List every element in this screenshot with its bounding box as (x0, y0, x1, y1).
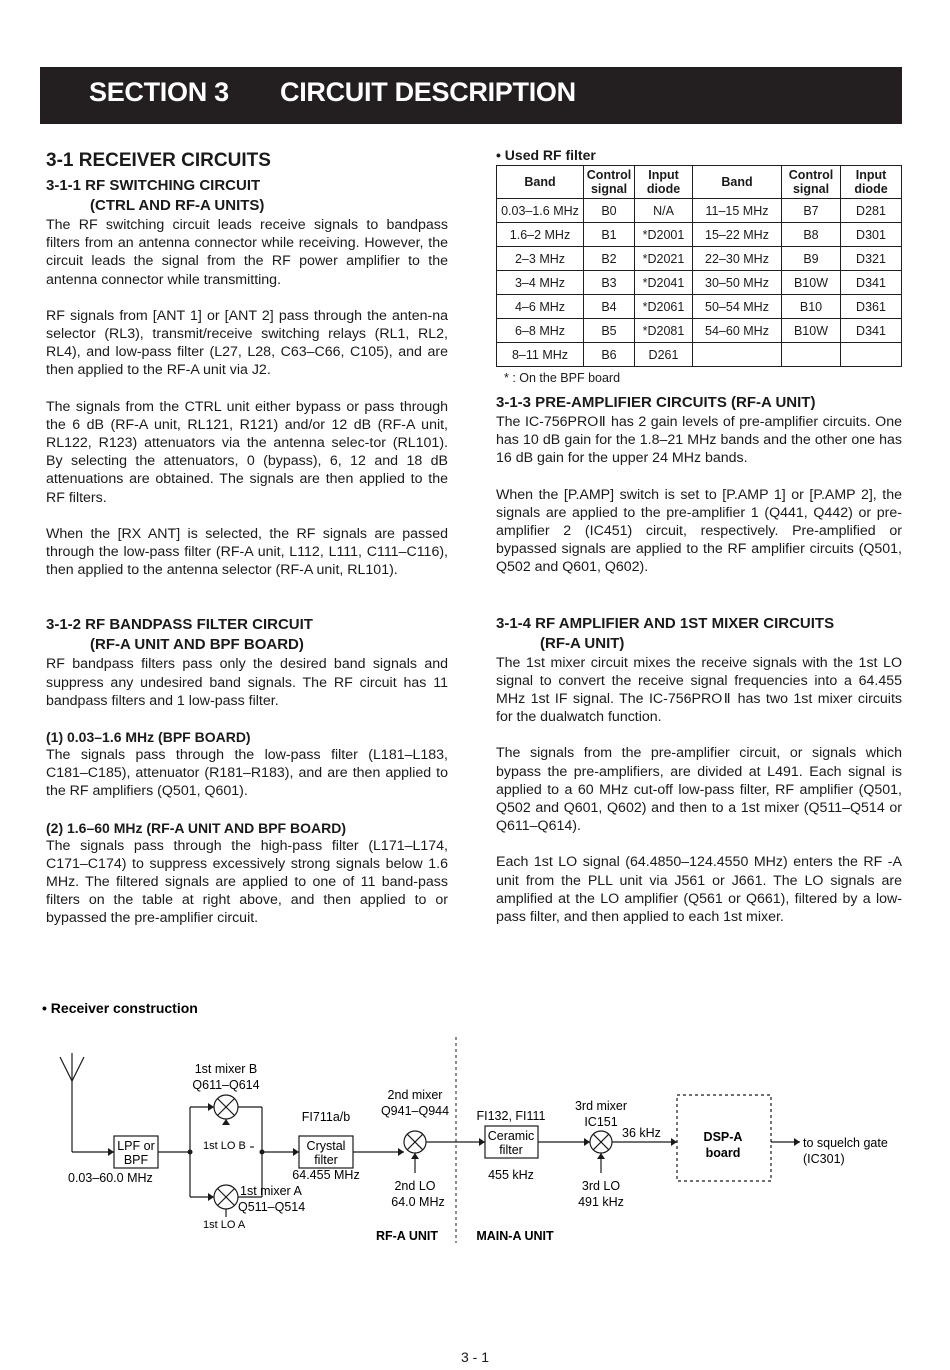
heading-rf-switching (46, 176, 448, 216)
table-cell: N/A (635, 199, 693, 223)
lpf-label-line1: LPF or (117, 1139, 155, 1153)
heading-receiver-circuits: 3-1 RECEIVER CIRCUITS (46, 150, 271, 171)
paragraph-attenuators: The signals from the CTRL unit either bypass or pass through the 6 dB (RF-A unit, RL121, R121) and/or 12 dB (RF-A unit, RL122, R123) attenuators via the antenna selec-tor (RL101). By selecting the attenuators, 0 (bypass), 6, 12 and 18 dB attenuations are obtained. The signals are then applied to the RF filters. (46, 398, 448, 506)
table-cell (841, 343, 902, 367)
section-number: SECTION 3 (89, 77, 229, 107)
arrow-icon (597, 1153, 605, 1159)
mixer-2-icon (404, 1131, 426, 1153)
junction-dot (188, 1150, 193, 1155)
table-header-row (497, 166, 902, 199)
table-cell: B6 (584, 343, 635, 367)
arrow-icon (671, 1138, 677, 1146)
heading-rf-amp-mixer (496, 614, 902, 654)
table-cell: B7 (782, 199, 841, 223)
heading-rf-amp-mixer-line2: (RF-A UNIT) (540, 634, 625, 652)
crystal-filter-label-line2: filter (314, 1153, 338, 1167)
mixer-3-name: 3rd mixer (574, 1099, 628, 1113)
heading-rf-bandpass (46, 615, 448, 655)
paragraph-rf-switching-intro: The RF switching circuit leads receive signals to bandpass filters from an antenna connector while receiving. However, the circuit leads the signal from the RF power amplifier to the antenna connector while transmitting. (46, 217, 448, 288)
table-cell: B5 (584, 319, 635, 343)
crystal-filter-parts: FI711a/b (301, 1110, 351, 1124)
table-cell: D341 (841, 319, 902, 343)
ceramic-filter-label-line2: filter (499, 1143, 523, 1157)
table-cell: D261 (635, 343, 693, 367)
output-label-line1: to squelch gate (803, 1136, 888, 1150)
arrow-icon (208, 1103, 214, 1111)
lo-3-name: 3rd LO (581, 1179, 621, 1193)
arrow-icon (293, 1148, 299, 1156)
lo-a-label: 1st LO A (203, 1219, 246, 1231)
table-cell: 3–4 MHz (497, 271, 584, 295)
mixer-a-icon (214, 1185, 238, 1209)
output-label-line2: (IC301) (803, 1152, 845, 1166)
mixer-a-name: 1st mixer A (240, 1184, 302, 1198)
main-a-unit-label: MAIN-A UNIT (476, 1229, 554, 1243)
table-row (497, 223, 902, 247)
lo-3-frequency: 491 kHz (578, 1195, 624, 1209)
table-cell: 15–22 MHz (693, 223, 782, 247)
heading-rf-switching-line1: 3-1-1 RF SWITCHING CIRCUIT (46, 177, 261, 194)
arrow-icon (411, 1153, 419, 1159)
arrow-icon (398, 1148, 404, 1156)
paragraph-antenna-selector: RF signals from [ANT 1] or [ANT 2] pass through the anten-na selector (RL3), transmit/receive switching relays (RL1, RL2, RL4), and low-pass filter (L27, L28, C63–C66, C105), and are then applied to the RF-A unit via J2. (46, 307, 448, 379)
table-cell (782, 343, 841, 367)
table-row (497, 295, 902, 319)
table-cell: *D2001 (635, 223, 693, 247)
table-cell: B10W (782, 319, 841, 343)
table-cell: D321 (841, 247, 902, 271)
crystal-filter-frequency: 64.455 MHz (292, 1168, 360, 1182)
lo-2-name: 2nd LO (394, 1179, 436, 1193)
table-cell: D361 (841, 295, 902, 319)
heading-pre-amplifier: 3-1-3 PRE-AMPLIFIER CIRCUITS (RF-A UNIT) (496, 394, 816, 411)
antenna-icon (60, 1053, 84, 1152)
crystal-filter-label-line1: Crystal (306, 1139, 346, 1153)
paragraph-bpf-high-band: The signals pass through the high-pass filter (L171–L174, C171–C174) to suppress excessively strong signals below 1.6 MHz. The filtered signals are applied to one of 11 band-pass filters on the table at right above, and then applied to or bypassed the pre-amplifier circuit. (46, 837, 448, 927)
mixer-b-parts: Q611–Q614 (192, 1078, 260, 1092)
table-cell: B10W (782, 271, 841, 295)
table-cell: 2–3 MHz (497, 247, 584, 271)
table-header-cell: Band (693, 166, 782, 199)
dsp-a-label-line1: DSP-A (703, 1130, 743, 1144)
table-row (497, 199, 902, 223)
table-cell: B0 (584, 199, 635, 223)
paragraph-preamp-switch: When the [P.AMP] switch is set to [P.AMP 1] or [P.AMP 2], the signals are applied to the pre-amplifier 1 (Q441, Q442) or pre-amplifier 2 (IC451) circuit, respectively. Pre-amplified or bypassed signals are applied to the RF amplifier circuits (Q501, Q502 and Q601, Q602). (496, 486, 902, 576)
table-footnote: * : On the BPF board (504, 371, 621, 385)
table-header-cell: Control signal (782, 166, 841, 199)
table-cell: 6–8 MHz (497, 319, 584, 343)
lo-2-frequency: 64.0 MHz (391, 1195, 445, 1209)
arrow-icon (479, 1138, 485, 1146)
mixer-b-icon (214, 1095, 238, 1119)
table-title: • Used RF filter (496, 147, 596, 163)
heading-rf-amp-mixer-line1: 3-1-4 RF AMPLIFIER AND 1ST MIXER CIRCUITS (496, 614, 835, 632)
mixer-3-icon (590, 1131, 612, 1153)
table-cell: *D2081 (635, 319, 693, 343)
heading-rf-bandpass-line1: 3-1-2 RF BANDPASS FILTER CIRCUIT (46, 616, 313, 634)
paragraph-preamp-divider: The signals from the pre-amplifier circuit, or signals which bypass the pre-amplifiers, are divided at L491. Each signal is applied to a 60 MHz cut-off low-pass filter, RF amplifier (Q501, Q502 and Q601, Q602) and then to a 1st mixer (Q511–Q514 or Q611–Q614). (496, 745, 902, 835)
table-cell: B3 (584, 271, 635, 295)
table-cell: *D2041 (635, 271, 693, 295)
table-cell: 1.6–2 MHz (497, 223, 584, 247)
right-column (496, 147, 902, 926)
table-cell: B2 (584, 247, 635, 271)
heading-bpf-low-band: (1) 0.03–1.6 MHz (BPF BOARD) (46, 729, 251, 746)
lpf-label-line2: BPF (123, 1153, 149, 1167)
table-cell: *D2021 (635, 247, 693, 271)
paragraph-bpf-low-band: The signals pass through the low-pass filter (L181–L183, C181–C185), attenuator (R181–R183), and are then applied to the RF amplifiers (Q501, Q601). (46, 747, 448, 800)
table-cell: B8 (782, 223, 841, 247)
table-header-cell: Control signal (584, 166, 635, 199)
table-cell: D341 (841, 271, 902, 295)
receiver-construction-diagram (0, 995, 950, 1255)
page-number: 3 - 1 (460, 1349, 489, 1365)
paragraph-preamp-gain: The IC-756PROⅡ has 2 gain levels of pre-amplifier circuits. One has 10 dB gain for the 1.8–21 MHz bands and the other one has 16 dB gain for the upper 24 MHz bands. (496, 414, 902, 467)
paragraph-1st-mixer: The 1st mixer circuit mixes the receive signals with the 1st LO signal to convert the receive signal frequencies into a 64.455 MHz 1st IF signal. The IC-756PROⅡ has two 1st mixer circuits for the dualwatch function. (496, 654, 902, 726)
paragraph-1st-lo: Each 1st LO signal (64.4850–124.4550 MHz) enters the RF -A unit from the PLL unit via J561 or J661. The LO signals are amplified at the LO amplifier (Q561 or Q661), filtered by a low-pass filter, and then applied to each 1st mixer. (496, 854, 902, 926)
table-header-cell: Band (497, 166, 584, 199)
table-cell: D281 (841, 199, 902, 223)
arrow-icon (208, 1193, 214, 1201)
mixer-3-parts: IC151 (584, 1115, 618, 1129)
section-title: CIRCUIT DESCRIPTION (280, 77, 576, 107)
table-header-cell: Input diode (841, 166, 902, 199)
paragraph-bandpass-intro: RF bandpass filters pass only the desired band signals and suppress any undesired band signals. The RF circuit has 11 bandpass filters and 1 low-pass filter. (46, 656, 448, 709)
table-cell: B4 (584, 295, 635, 319)
left-column (46, 150, 448, 928)
table-cell: 50–54 MHz (693, 295, 782, 319)
table-cell: B9 (782, 247, 841, 271)
dsp-a-label-line2: board (705, 1146, 741, 1160)
mixer-2-parts: Q941–Q944 (380, 1104, 450, 1118)
table-cell: D301 (841, 223, 902, 247)
table-cell: B1 (584, 223, 635, 247)
table-row (497, 247, 902, 271)
lo-b-label: 1st LO B (203, 1140, 246, 1152)
section-header-banner (40, 67, 902, 124)
arrow-icon (584, 1138, 590, 1146)
table-cell: 30–50 MHz (693, 271, 782, 295)
arrow-icon (222, 1119, 230, 1125)
table-cell: 22–30 MHz (693, 247, 782, 271)
mixer-2-name: 2nd mixer (387, 1088, 443, 1102)
paragraph-rx-ant: When the [RX ANT] is selected, the RF signals are passed through the low-pass filter (RF-A unit, L112, L111, C111–C116), then applied to the antenna selector (RF-A unit, RL101). (46, 525, 448, 579)
heading-rf-bandpass-line2: (RF-A UNIT AND BPF BOARD) (90, 636, 304, 654)
table-row (497, 271, 902, 295)
table-cell: 11–15 MHz (693, 199, 782, 223)
table-cell: 8–11 MHz (497, 343, 584, 367)
heading-rf-switching-line2: (CTRL AND RF-A UNITS) (90, 197, 265, 214)
table-cell: *D2061 (635, 295, 693, 319)
table-cell: 0.03–1.6 MHz (497, 199, 584, 223)
mixer-a-parts: Q511–Q514 (238, 1200, 306, 1214)
table-cell: 54–60 MHz (693, 319, 782, 343)
ceramic-filter-label-line1: Ceramic (487, 1129, 535, 1143)
table-row (497, 343, 902, 367)
heading-bpf-high-band: (2) 1.6–60 MHz (RF-A UNIT AND BPF BOARD) (46, 819, 346, 836)
rf-filter-table (496, 165, 902, 367)
if-3-frequency: 36 kHz (622, 1126, 661, 1140)
arrow-icon (108, 1148, 114, 1156)
ceramic-filter-parts: FI132, FI111 (476, 1109, 546, 1123)
ceramic-filter-frequency: 455 kHz (488, 1168, 534, 1182)
table-header-cell: Input diode (635, 166, 693, 199)
rf-a-unit-label: RF-A UNIT (375, 1229, 439, 1243)
diagram-title: • Receiver construction (42, 1000, 198, 1016)
input-frequency-label: 0.03–60.0 MHz (68, 1171, 153, 1185)
table-cell: 4–6 MHz (497, 295, 584, 319)
arrow-icon (794, 1138, 800, 1146)
receiver-block-diagram (0, 995, 950, 1255)
table-cell: B10 (782, 295, 841, 319)
table-row (497, 319, 902, 343)
table-cell (693, 343, 782, 367)
mixer-b-name: 1st mixer B (194, 1062, 258, 1076)
